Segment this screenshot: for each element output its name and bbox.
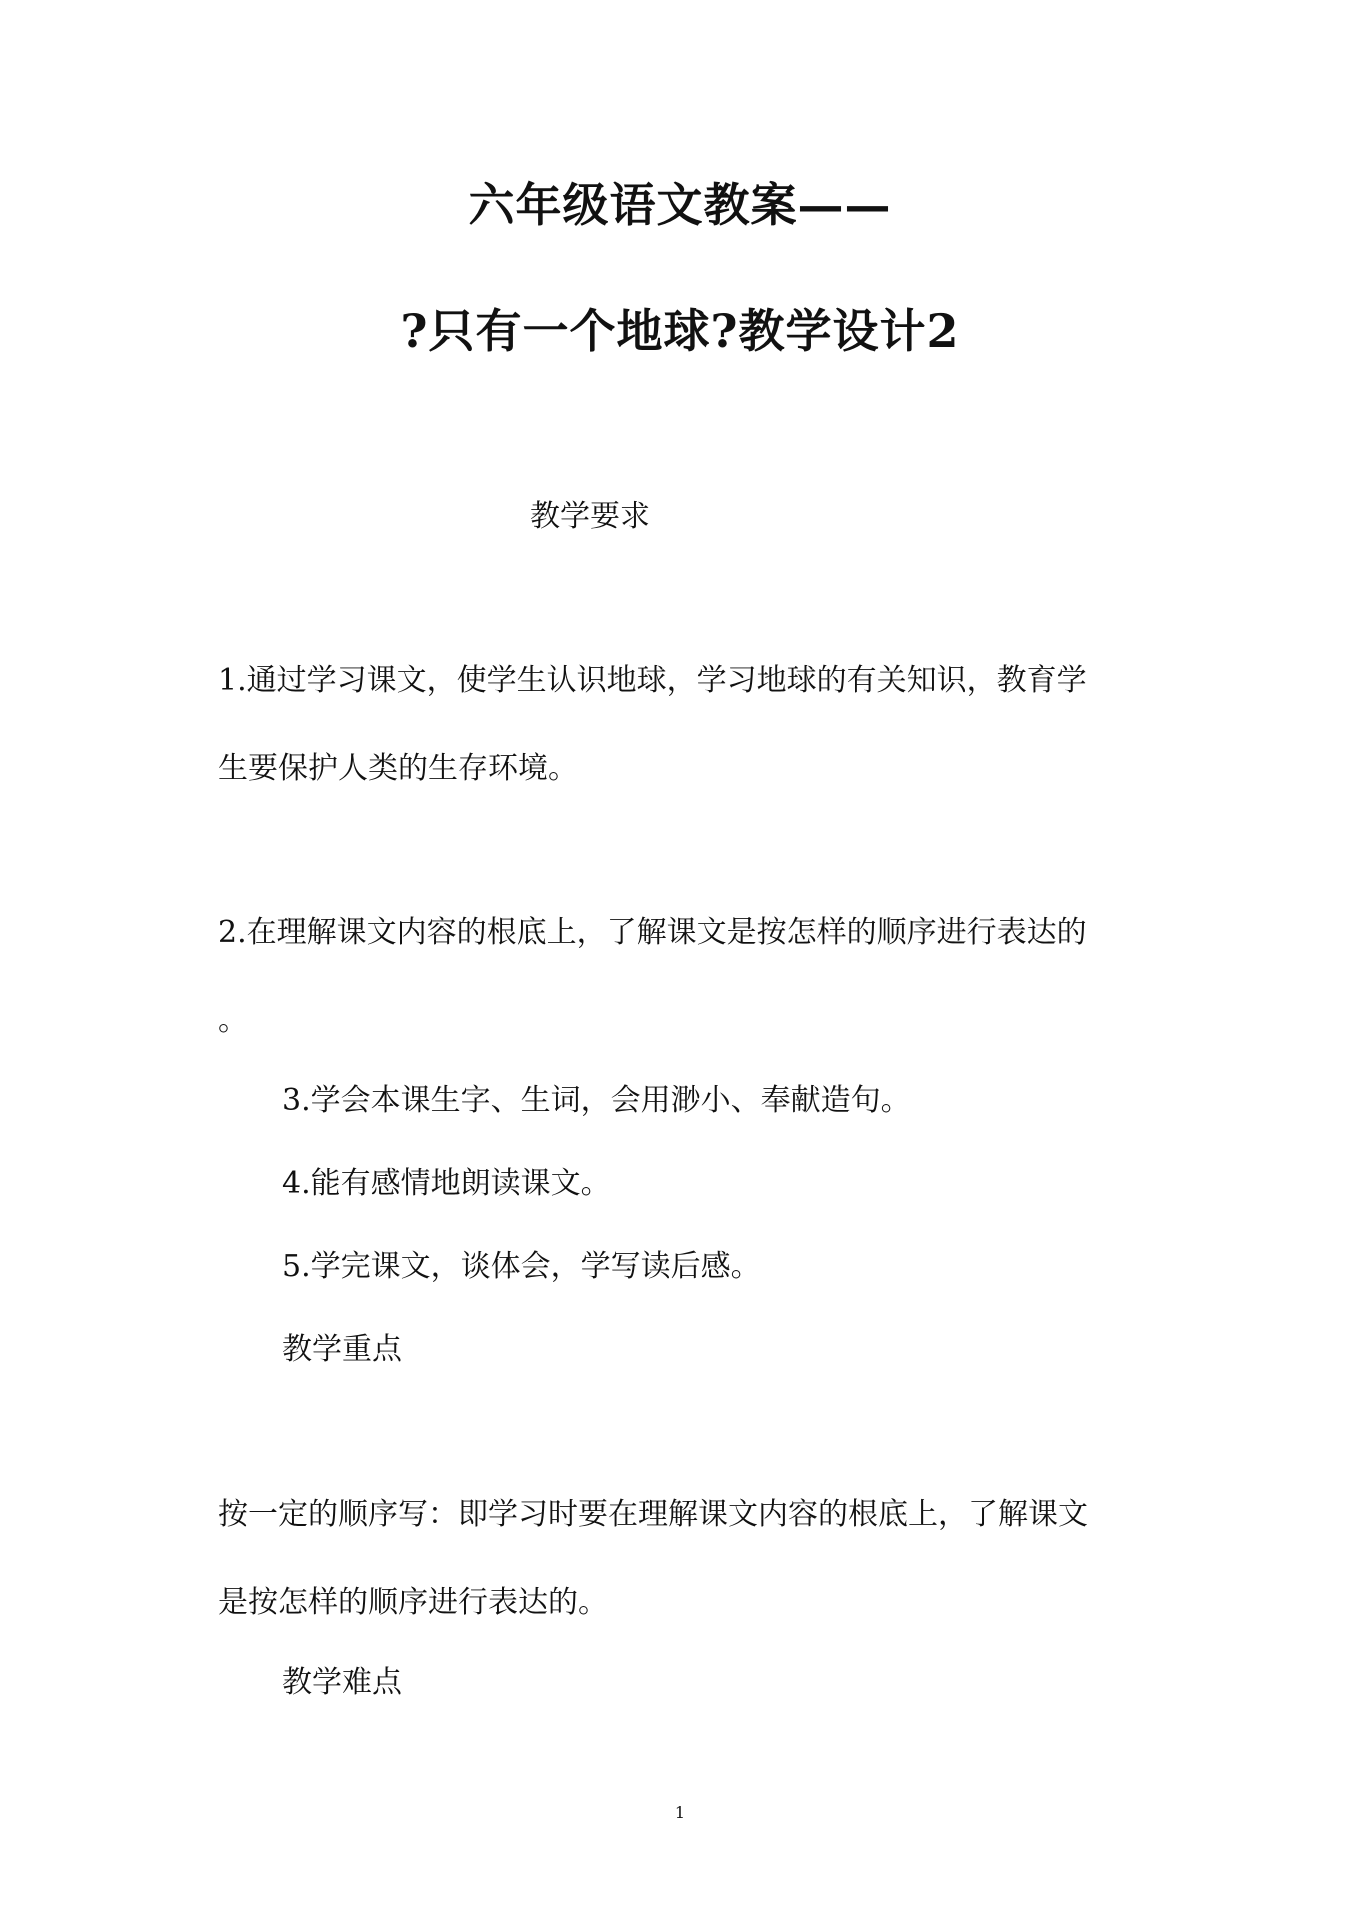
key-points-line-2: 是按怎样的顺序进行表达的。 [218, 1585, 608, 1620]
requirement-1-line-1: 1.通过学习课文，使学生认识地球，学习地球的有关知识，教育学 [218, 663, 1087, 698]
document-title-line-2: ?只有一个地球?教学设计2 [400, 304, 960, 358]
document-title-line-1: 六年级语文教案—— [468, 178, 892, 232]
requirement-4: 4.能有感情地朗读课文。 [282, 1166, 611, 1201]
requirement-1-line-2: 生要保护人类的生存环境。 [218, 751, 578, 786]
section-heading-difficulties: 教学难点 [282, 1665, 402, 1700]
page-number: 1 [674, 1803, 686, 1822]
requirement-5: 5.学完课文，谈体会，学写读后感。 [282, 1249, 761, 1284]
section-heading-requirements: 教学要求 [530, 499, 650, 534]
section-heading-key-points: 教学重点 [282, 1332, 402, 1367]
requirement-3: 3.学会本课生字、生词，会用渺小、奉献造句。 [282, 1083, 911, 1118]
key-points-line-1: 按一定的顺序写：即学习时要在理解课文内容的根底上，了解课文 [218, 1497, 1088, 1532]
requirement-2-line-2: 。 [218, 1003, 248, 1038]
requirement-2-line-1: 2.在理解课文内容的根底上，了解课文是按怎样的顺序进行表达的 [218, 915, 1087, 950]
